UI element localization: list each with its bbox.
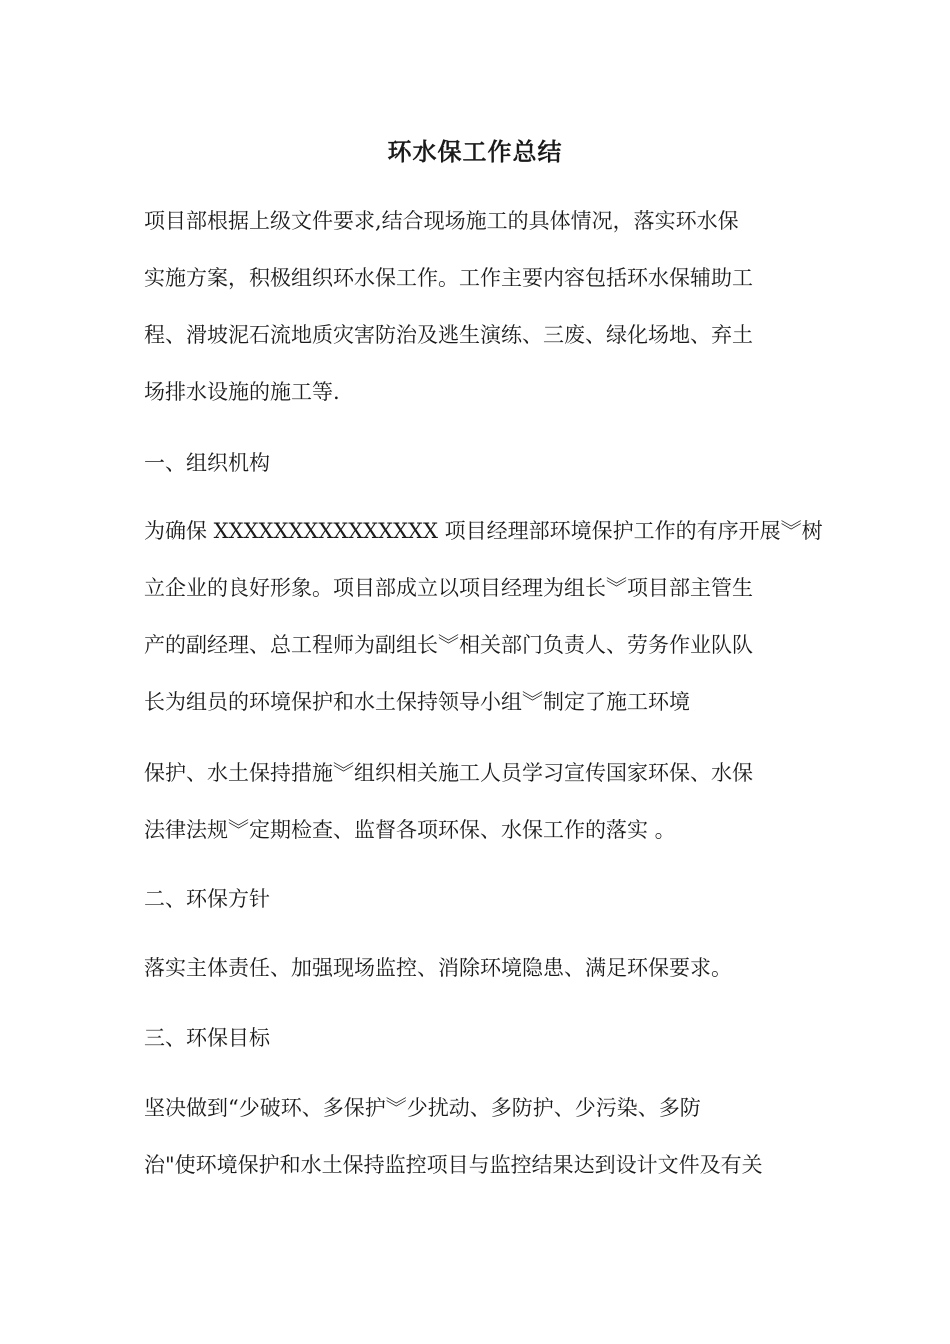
policy-line: 落实主体责任、加强现场监控、消除环境隐患、满足环保要求。 bbox=[144, 956, 732, 980]
intro-line-4: 场排水设施的施工等. bbox=[144, 380, 340, 404]
section-heading-goals: 三、环保目标 bbox=[144, 1026, 270, 1050]
intro-line-1: 项目部根据上级文件要求,结合现场施工的具体情况，落实环水保 bbox=[144, 209, 739, 233]
intro-line-2: 实施方案，积极组织环水保工作。工作主要内容包括环水保辅助工 bbox=[144, 266, 753, 290]
section-heading-policy: 二、环保方针 bbox=[144, 887, 270, 911]
intro-line-3: 程、滑坡泥石流地质灾害防治及逃生演练、三废、绿化场地、弃土 bbox=[144, 323, 753, 347]
document-title: 环水保工作总结 bbox=[387, 137, 563, 166]
organization-line-1: 为确保 XXXXXXXXXXXXXXX 项目经理部环境保护工作的有序开展︾树 bbox=[144, 519, 823, 543]
organization-line-4: 长为组员的环境保护和水土保持领导小组︾制定了施工环境 bbox=[144, 690, 690, 714]
organization-line-5: 保护、水土保持措施︾组织相关施工人员学习宣传国家环保、水保 bbox=[144, 761, 753, 785]
goals-line-2: 治"使环境保护和水土保持监控项目与监控结果达到设计文件及有关 bbox=[144, 1153, 763, 1177]
goals-line-1: 坚决做到“少破环、多保护︾少扰动、多防护、少污染、多防 bbox=[144, 1096, 701, 1120]
organization-line-2: 立企业的良好形象。项目部成立以项目经理为组长︾项目部主管生 bbox=[144, 576, 753, 600]
organization-line-6: 法律法规︾定期检查、监督各项环保、水保工作的落实 。 bbox=[144, 818, 676, 842]
organization-line-3: 产的副经理、总工程师为副组长︾相关部门负责人、劳务作业队队 bbox=[144, 633, 753, 657]
section-heading-organization: 一、组织机构 bbox=[144, 451, 270, 475]
